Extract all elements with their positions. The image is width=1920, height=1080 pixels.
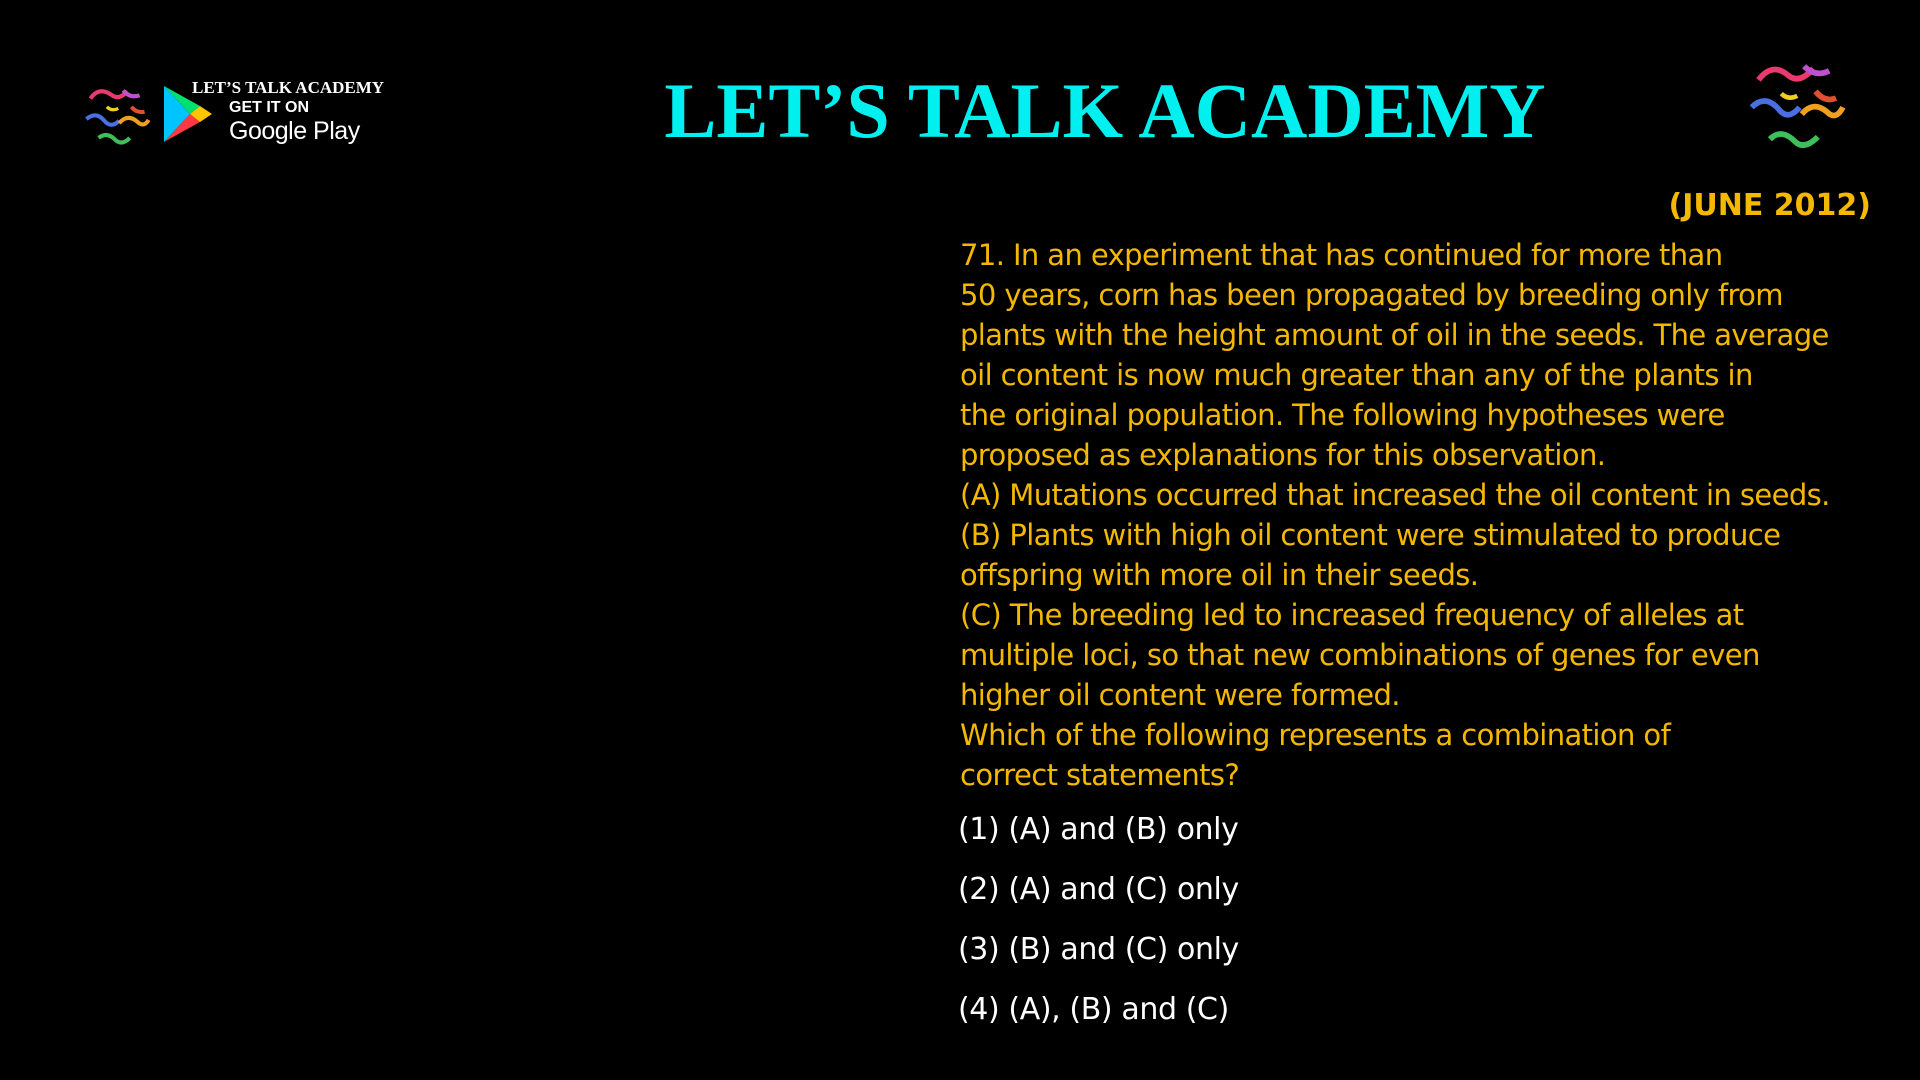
- store-badge-store-name: Google Play: [229, 117, 360, 145]
- answer-option-1: (1) (A) and (B) only: [958, 812, 1239, 847]
- question-line: plants with the height amount of oil in the seeds. The average: [960, 318, 1829, 352]
- answer-option-3: (3) (B) and (C) only: [958, 932, 1239, 967]
- question-line: multiple loci, so that new combinations of genes for even: [960, 638, 1760, 672]
- question-line: proposed as explanations for this observation.: [960, 438, 1606, 472]
- question-line: oil content is now much greater than any of the plants in: [960, 358, 1753, 392]
- question-text: [960, 235, 1880, 795]
- question-line: the original population. The following hypotheses were: [960, 398, 1725, 432]
- question-line: 71. In an experiment that has continued for more than: [960, 238, 1723, 272]
- question-line: higher oil content were formed.: [960, 678, 1400, 712]
- store-badge-brand: LET’S TALK ACADEMY: [192, 78, 385, 97]
- question-line: correct statements?: [960, 758, 1240, 792]
- question-line: (C) The breeding led to increased frequency of alleles at: [960, 598, 1744, 632]
- question-line: Which of the following represents a combination of: [960, 718, 1671, 752]
- exam-session-tag: (JUNE 2012): [1668, 188, 1871, 223]
- page-title: LET’S TALK ACADEMY: [664, 67, 1546, 154]
- question-line: 50 years, corn has been propagated by breeding only from: [960, 278, 1783, 312]
- protein-logo-right-icon: [1738, 48, 1852, 162]
- answer-option-4: (4) (A), (B) and (C): [958, 992, 1229, 1027]
- question-line: offspring with more oil in their seeds.: [960, 558, 1479, 592]
- question-line: (A) Mutations occurred that increased the oil content in seeds.: [960, 478, 1830, 512]
- question-line: (B) Plants with high oil content were stimulated to produce: [960, 518, 1781, 552]
- answer-options: [958, 800, 1239, 1040]
- store-badge-get-it-on: GET IT ON: [229, 99, 309, 116]
- answer-option-2: (2) (A) and (C) only: [958, 872, 1239, 907]
